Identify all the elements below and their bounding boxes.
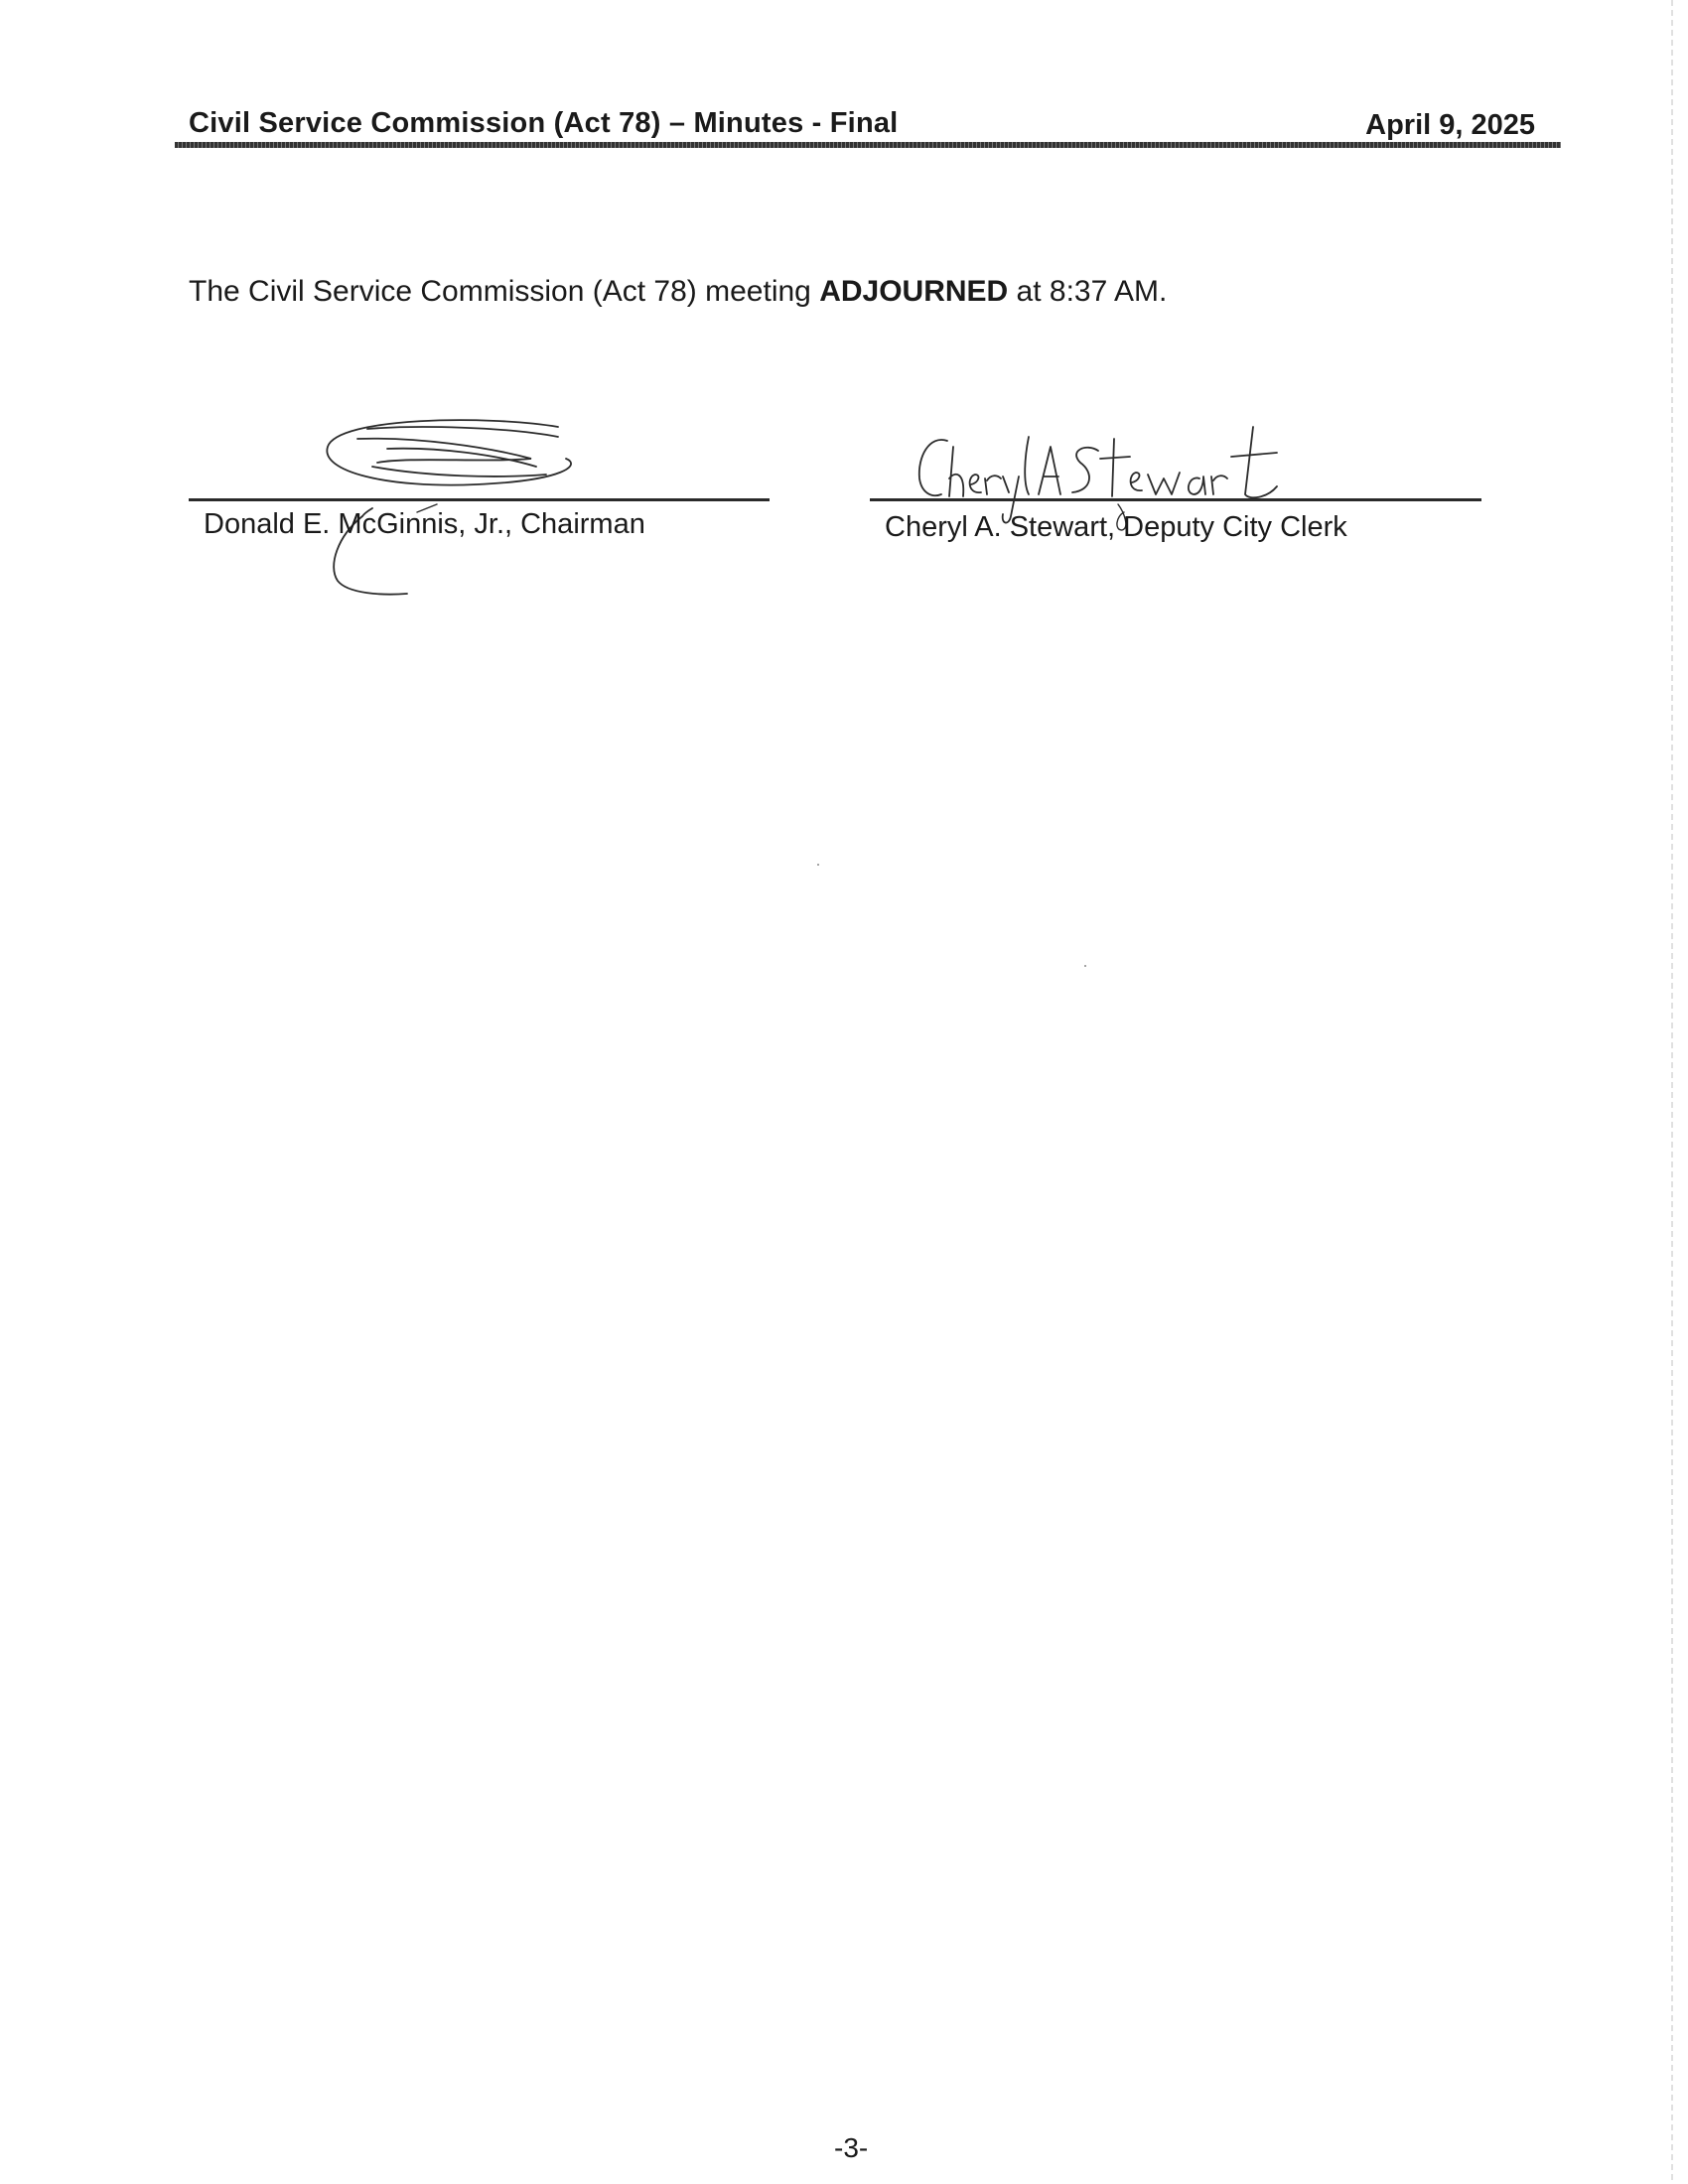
chairman-name: Donald E. McGinnis, Jr., Chairman (204, 508, 645, 540)
scan-speck (1084, 965, 1086, 967)
clerk-signature-line (870, 498, 1481, 501)
adjournment-text-end: at 8:37 AM. (1008, 275, 1168, 308)
chairman-signature-block (189, 417, 770, 606)
page-header (175, 103, 1561, 143)
adjournment-statement (189, 275, 1167, 309)
header-date: April 9, 2025 (1365, 109, 1535, 141)
header-rule (175, 142, 1561, 148)
scan-edge (1671, 0, 1673, 2184)
header-title: Civil Service Commission (Act 78) – Minutes - Final (189, 107, 899, 139)
clerk-name: Cheryl A. Stewart, Deputy City Clerk (885, 511, 1347, 543)
clerk-signature-block (870, 417, 1481, 606)
page-number: -3- (834, 2132, 869, 2163)
adjournment-keyword: ADJOURNED (819, 275, 1009, 308)
adjournment-text-start: The Civil Service Commission (Act 78) meeting (189, 275, 820, 308)
scan-speck (817, 864, 819, 866)
chairman-signature-line (189, 498, 770, 501)
